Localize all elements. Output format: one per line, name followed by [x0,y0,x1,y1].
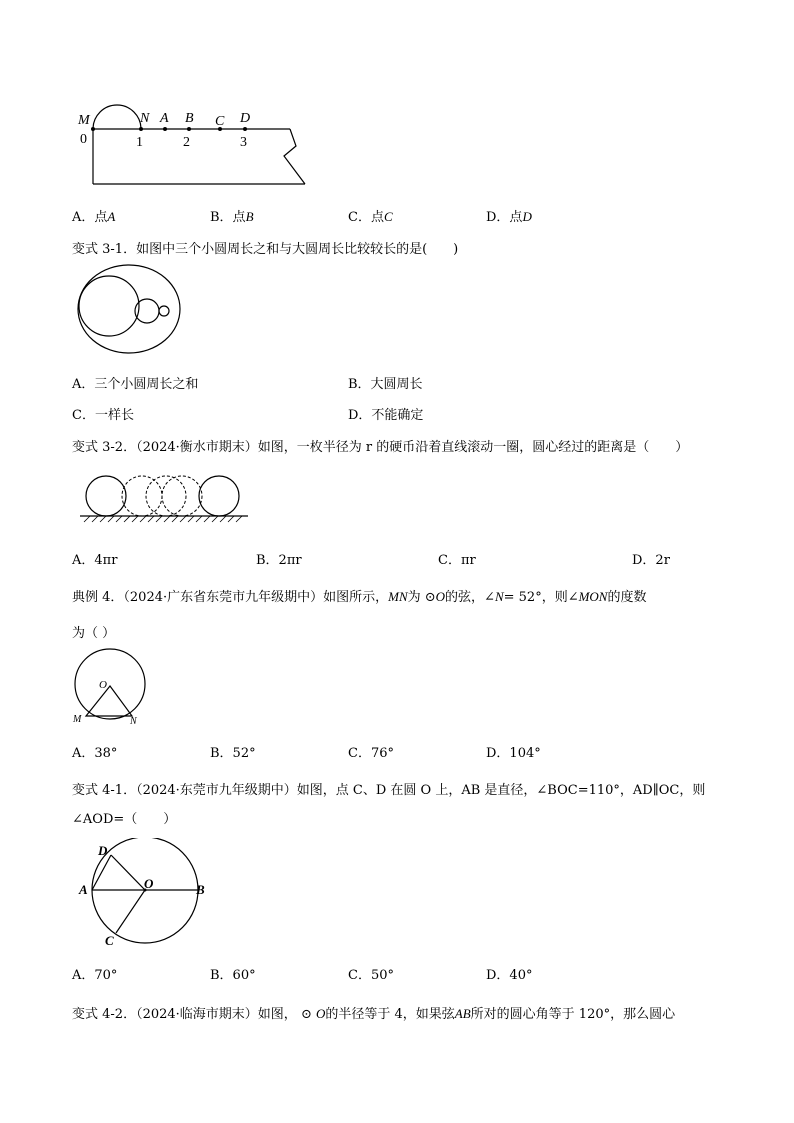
label-m: M [73,714,82,725]
tick-1: 1 [136,135,143,150]
q4-1-option-a: A．70° [72,968,118,983]
q3-1-option-d: D．不能确定 [348,408,424,423]
q3-option-a: A．点A [72,209,116,225]
tick-2: 2 [183,135,190,150]
q4-1-text-line1: 变式 4-1．（2024·东莞市九年级期中）如图，点 C、D 在圆 O 上，AB 是直径，∠BOC=110°，AD∥OC，则 [72,783,706,798]
q4-option-a: A．38° [72,746,118,761]
triangle-mon [86,686,132,716]
q3-1-option-b: B．大圆周长 [348,377,423,392]
q4-option-d: D．104° [486,746,541,761]
label-b: B [196,882,205,897]
point-a [163,127,167,131]
tick-0: 0 [80,132,87,147]
torn-edge [284,129,305,184]
label-a: A [79,882,88,897]
q3-2-option-b: B．2πr [256,553,302,568]
label-n: N [130,716,137,726]
point-d [243,127,247,131]
label-o: O [99,679,107,691]
label-n: N [140,111,150,126]
label-c: C [105,933,114,948]
label-c: C [215,114,225,129]
q3-2-option-d: D．2r [632,553,670,568]
q3-option-d: D．点D [486,209,532,225]
q3-1-option-c: C．一样长 [72,408,134,423]
circle-o [75,649,145,719]
tick-3: 3 [240,135,247,150]
q3-option-c: C．点C [348,209,393,225]
q3-option-b: B．点B [210,209,254,225]
q4-option-b: B．52° [210,746,256,761]
q4-2-text: 变式 4-2．（2024·临海市期末）如图， ⊙ O的半径等于 4，如果弦AB所对的圆心角等于 120°，那么圆心 [72,1006,676,1022]
rolling-coin-figure [78,470,250,526]
label-d: D [98,843,108,858]
q4-1-option-c: C．50° [348,968,394,983]
q4-1-option-d: D．40° [486,968,533,983]
big-circle [78,265,180,353]
coin-end [199,476,239,516]
q4-option-c: C．76° [348,746,394,761]
circles-figure [76,262,184,356]
q4-text-line2: 为（ ） [72,626,116,641]
circle-diameter-figure [76,838,216,950]
label-m: M [78,113,90,128]
semicircle-arc [93,105,141,129]
q3-2-option-a: A．4πr [72,553,118,568]
label-d: D [240,111,251,126]
label-a: A [160,111,169,126]
coin-start [86,476,126,516]
small-circle-3 [159,306,169,316]
label-o: O [144,876,154,891]
q3-1-text: 变式 3-1．如图中三个小圆周长之和与大圆周长比较较长的是( ) [72,242,459,257]
coin-mid-3 [162,476,202,516]
segment-od [111,855,145,890]
circle-chord-figure [68,646,154,726]
segment-oc [116,890,145,933]
q4-1-text-line2: ∠AOD=（ ） [72,812,177,827]
numberline-figure [72,104,312,188]
small-circle-1 [79,276,139,336]
point-b [187,127,191,131]
q4-text-line1: 典例 4．（2024·广东省东莞市九年级期中）如图所示，MN为 ⊙O的弦，∠N= 52°，则∠MON的度数 [72,589,647,605]
coin-mid-1 [122,476,162,516]
q3-2-text: 变式 3-2．（2024·衡水市期末）如图，一枚半径为 r 的硬币沿着直线滚动一圈，圆心经过的距离是（ ） [72,440,689,455]
label-b: B [185,111,194,126]
q3-2-option-c: C．πr [438,553,476,568]
point-n [139,127,143,131]
point-m [91,127,95,131]
ground-hatching [84,516,242,522]
q4-1-option-b: B．60° [210,968,256,983]
coin-mid-2 [146,476,186,516]
q3-1-option-a: A．三个小圆周长之和 [72,377,199,392]
